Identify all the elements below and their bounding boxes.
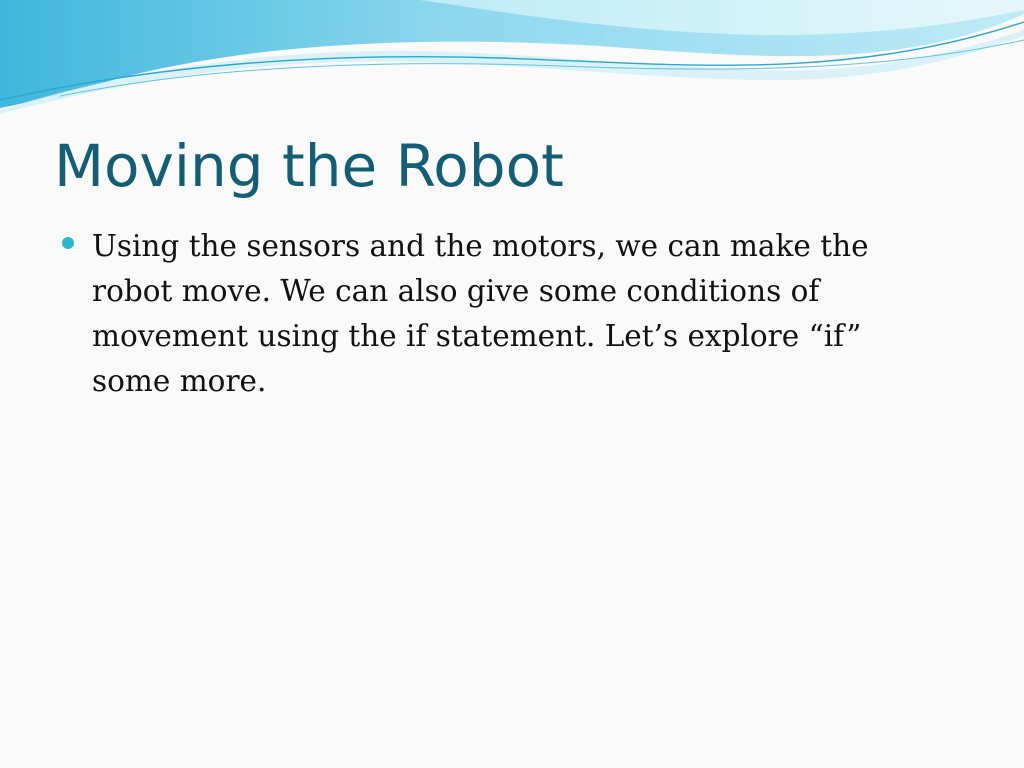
bullet-line: robot move. We can also give some conditions of (92, 274, 820, 308)
bullet-list (60, 224, 940, 404)
bullet-line: movement using the if statement. Let’s explore “if” (92, 319, 862, 353)
bullet-line: Using the sensors and the motors, we can make the (92, 229, 869, 263)
wave-header-graphic (0, 0, 1024, 120)
bullet-line: some more. (92, 364, 267, 398)
bullet-item (60, 224, 940, 404)
slide-title: Moving the Robot (54, 132, 564, 200)
bullet-text (92, 224, 940, 404)
bullet-dot-icon (62, 237, 74, 249)
